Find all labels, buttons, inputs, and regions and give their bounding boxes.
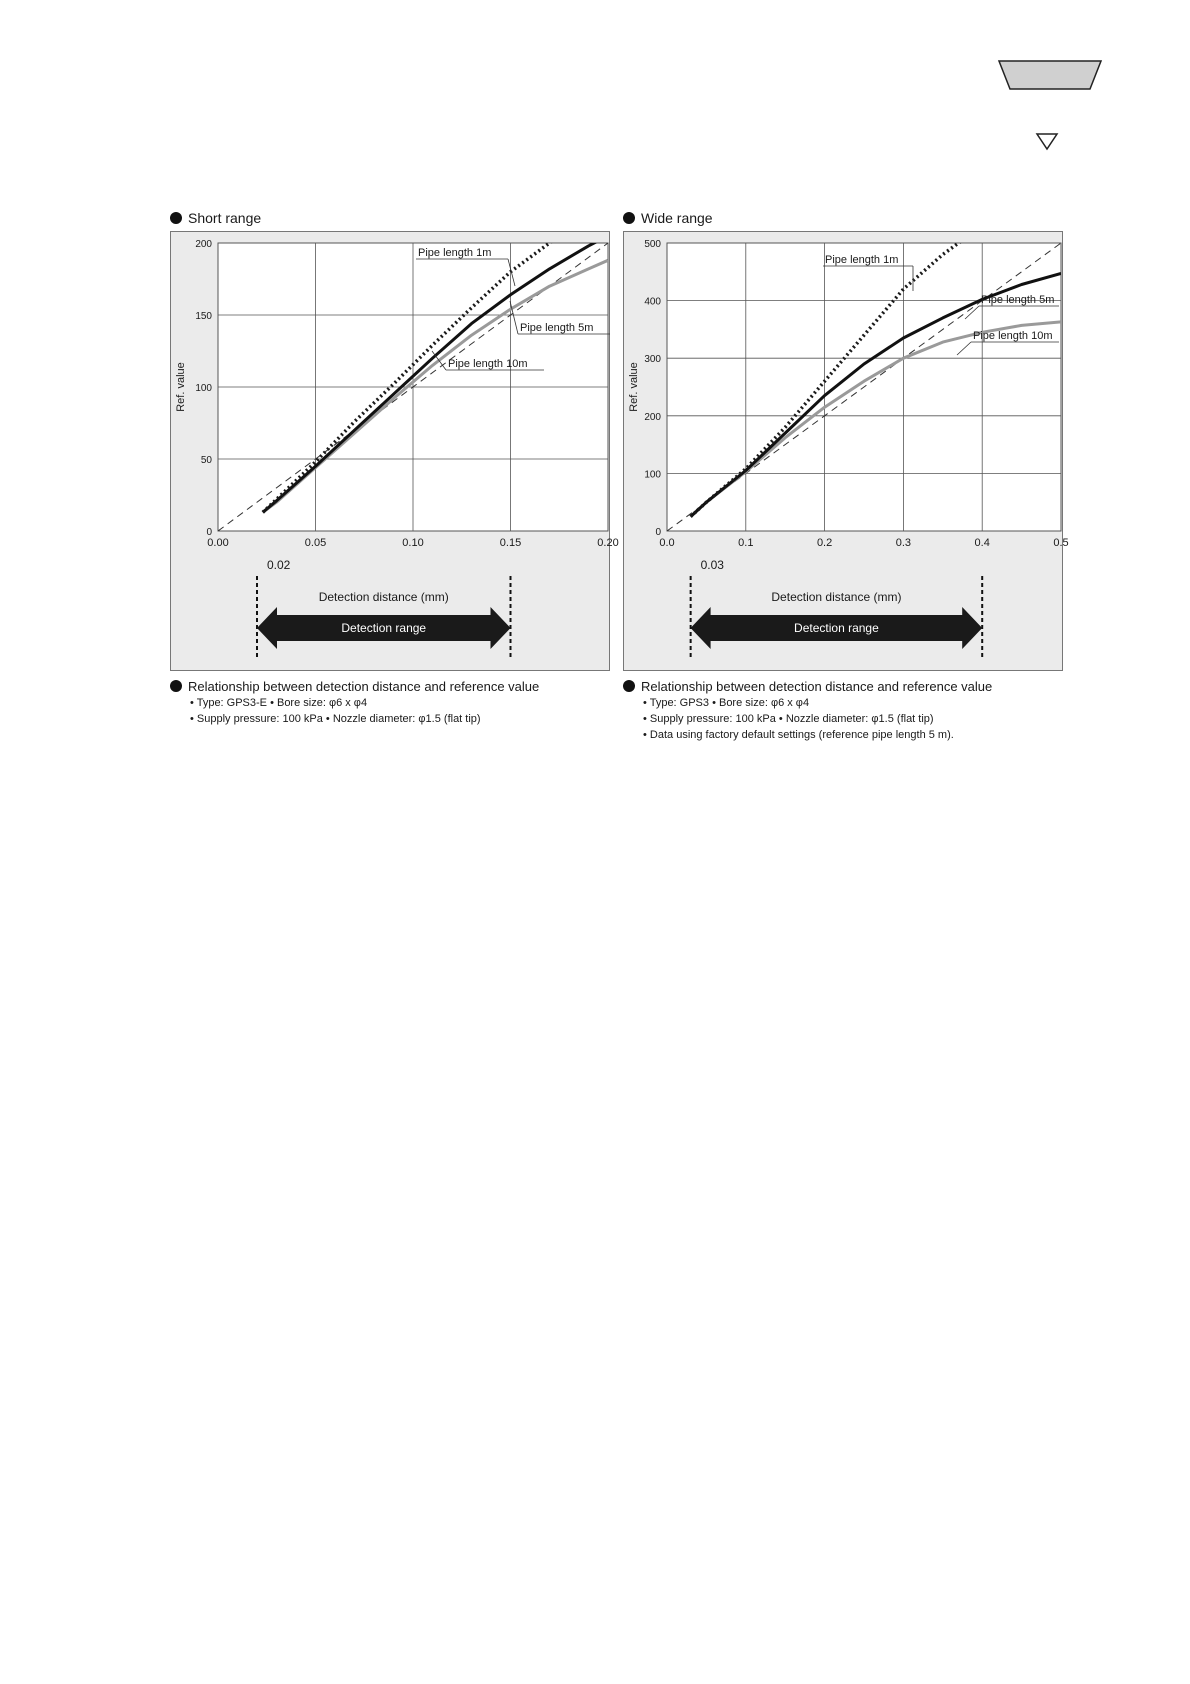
x-tick-label: 0.10 [402, 537, 424, 549]
detection-start-label: 0.03 [700, 558, 724, 572]
caption-title-row [170, 677, 610, 695]
short-range-chart [170, 231, 619, 671]
y-tick-label: 200 [195, 239, 212, 250]
x-tick-label: 0.15 [499, 537, 522, 549]
y-tick-label: 500 [644, 239, 661, 250]
caption-note: • Type: GPS3 • Bore size: φ6 x φ4 [643, 697, 810, 709]
bullet-icon [623, 212, 635, 224]
panel-heading: Wide range [641, 210, 713, 226]
x-axis-label: Detection distance (mm) [771, 590, 902, 604]
annotation-label: Pipe length 10m [448, 358, 528, 370]
y-tick-label: 0 [206, 527, 212, 538]
x-axis-label: Detection distance (mm) [318, 590, 449, 604]
panel-title [623, 205, 1063, 231]
chart-caption [623, 677, 1063, 743]
caption-note: • Data using factory default settings (reference pipe length 5 m). [643, 729, 954, 741]
caption-text: Relationship between detection distance and reference value [188, 678, 540, 694]
x-tick-label: 0.0 [659, 537, 675, 549]
y-tick-label: 150 [195, 311, 212, 322]
annotation-label: Pipe length 5m [520, 322, 594, 334]
y-tick-label: 0 [655, 527, 661, 538]
wide-range-chart [623, 231, 1069, 671]
panel-title [170, 205, 610, 231]
bullet-icon [170, 212, 182, 224]
x-tick-label: 0.05 [304, 537, 327, 549]
x-tick-label: 0.5 [1053, 537, 1069, 549]
caption-text: Relationship between detection distance and reference value [641, 678, 993, 694]
x-tick-label: 0.1 [738, 537, 754, 549]
bullet-icon [170, 680, 182, 692]
y-tick-label: 50 [200, 455, 212, 466]
x-tick-label: 0.00 [207, 537, 229, 549]
y-axis-label: Ref. value [175, 362, 187, 412]
x-tick-label: 0.20 [597, 537, 619, 549]
x-tick-label: 0.2 [816, 537, 833, 549]
page-tab-marker [998, 60, 1102, 90]
annotation-label: Pipe length 1m [418, 247, 492, 259]
triangle-marker-icon [1036, 133, 1058, 151]
caption-note: • Supply pressure: 100 kPa • Nozzle diameter: φ1.5 (flat tip) [643, 713, 934, 725]
caption-title-row [623, 677, 1063, 695]
y-tick-label: 100 [644, 469, 661, 481]
caption-note: • Type: GPS3-E • Bore size: φ6 x φ4 [190, 697, 368, 709]
annotation-label: Pipe length 10m [973, 330, 1053, 342]
detection-range-label: Detection range [794, 621, 879, 635]
bullet-icon [623, 680, 635, 692]
y-tick-label: 300 [644, 354, 661, 366]
y-tick-label: 100 [195, 383, 212, 394]
x-tick-label: 0.3 [895, 537, 912, 549]
annotation-label: Pipe length 5m [981, 294, 1055, 306]
detection-start-label: 0.02 [267, 558, 291, 572]
chart-caption [170, 677, 610, 727]
y-tick-label: 200 [644, 411, 661, 423]
detection-range-label: Detection range [341, 621, 427, 635]
y-axis-label: Ref. value [628, 362, 640, 412]
wide-range-panel [623, 205, 1069, 743]
panel-heading: Short range [188, 210, 262, 226]
x-tick-label: 0.4 [974, 537, 990, 549]
y-tick-label: 400 [644, 296, 661, 308]
short-range-panel [170, 205, 619, 727]
annotation-label: Pipe length 1m [825, 254, 899, 266]
caption-note: • Supply pressure: 100 kPa • Nozzle diameter: φ1.5 (flat tip) [190, 713, 481, 725]
